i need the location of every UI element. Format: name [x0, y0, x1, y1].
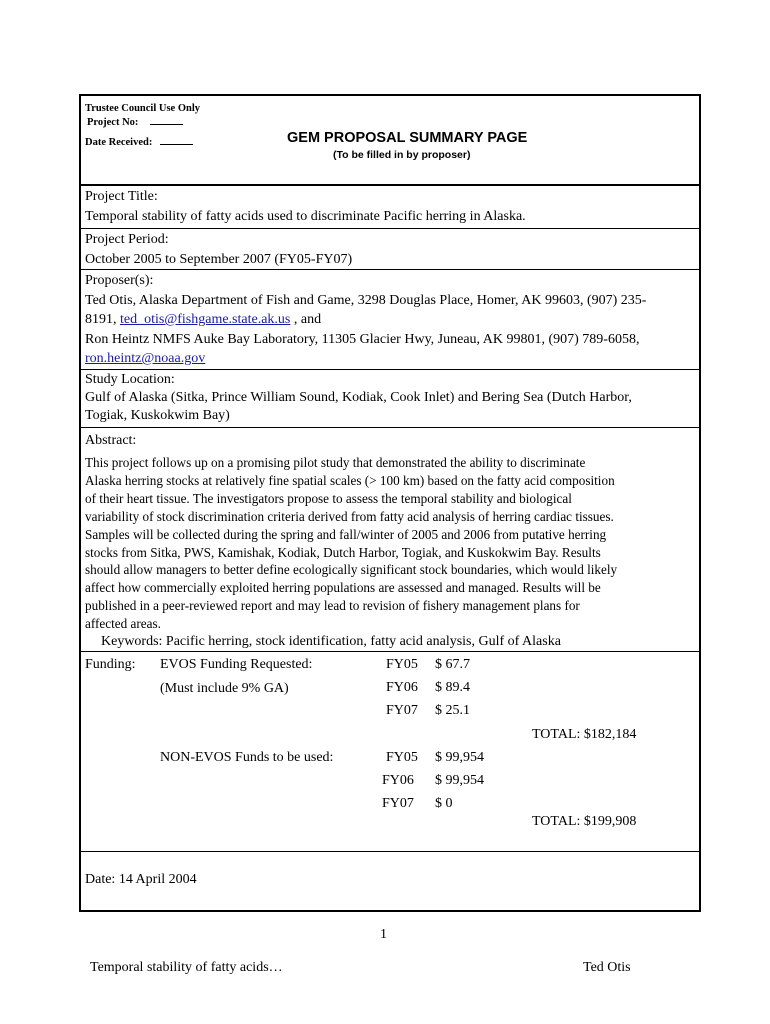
evos-fy: FY06 — [386, 680, 418, 695]
header-section — [81, 96, 699, 186]
abstract-line: variability of stock discrimination criteria derived from fatty acid analysis of herring cardiac tissues. — [85, 508, 614, 524]
evos-label: EVOS Funding Requested: — [160, 657, 313, 672]
non-evos-amount: $ 99,954 — [435, 773, 484, 788]
proposers-section — [81, 270, 699, 370]
project-no-line — [85, 115, 200, 129]
proposer-and: , and — [290, 312, 322, 327]
evos-fy: FY05 — [386, 657, 418, 672]
study-location-label: Study Location: — [85, 372, 175, 387]
proposer-line-1: Ted Otis, Alaska Department of Fish and Game, 3298 Douglas Place, Homer, AK 99603, (907) 235- — [85, 292, 647, 308]
trustee-title: Trustee Council Use Only — [85, 103, 201, 114]
evos-total: TOTAL: $182,184 — [532, 727, 637, 742]
date-received-blank — [160, 135, 193, 145]
proposer-line-2 — [85, 310, 693, 330]
non-evos-amount: $ 99,954 — [435, 750, 484, 765]
footer-right: Ted Otis — [583, 960, 631, 975]
non-evos-fy: FY06 — [382, 773, 414, 788]
abstract-line: This project follows up on a promising pilot study that demonstrated the ability to discriminate — [85, 455, 586, 470]
summary-form — [79, 94, 701, 912]
abstract-line: stocks from Sitka, PWS, Kamishak, Kodiak, Dutch Harbor, Togiak, and Kuskokwim Bay. Results — [85, 544, 601, 560]
evos-fy: FY07 — [386, 703, 418, 718]
abstract-line: published in a peer-reviewed report and may lead to revision of fishery management plans for — [85, 598, 580, 614]
abstract-line: Samples will be collected during the spring and fall/winter of 2005 and 2006 from putative herring — [85, 526, 607, 542]
non-evos-fy: FY07 — [382, 796, 414, 811]
abstract-line: should allow managers to better define ecologically significant stock boundaries, which would likely — [85, 562, 618, 578]
project-period-section — [81, 229, 699, 270]
non-evos-label: NON-EVOS Funds to be used: — [160, 750, 334, 765]
footer-left: Temporal stability of fatty acids… — [90, 960, 283, 975]
study-location-line-1: Gulf of Alaska (Sitka, Prince William Sound, Kodiak, Cook Inlet) and Bering Sea (Dutch Harbor, — [85, 390, 632, 405]
non-evos-fy: FY05 — [386, 750, 418, 765]
proposer-line-3: Ron Heintz NMFS Auke Bay Laboratory, 11305 Glacier Hwy, Juneau, AK 99801, (907) 789-6058, — [85, 331, 640, 347]
abstract-section — [81, 428, 699, 652]
proposers-label: Proposer(s): — [85, 273, 154, 288]
email-link-ron-heintz[interactable]: ron.heintz@noaa.gov — [85, 351, 206, 366]
non-evos-total: TOTAL: $199,908 — [532, 814, 637, 829]
abstract-line: affected areas. — [85, 616, 161, 632]
study-location-section — [81, 370, 699, 428]
page-title: GEM PROPOSAL SUMMARY PAGE — [287, 130, 528, 146]
trustee-council-box — [85, 102, 200, 149]
funding-section — [81, 652, 699, 852]
evos-amount: $ 67.7 — [435, 657, 470, 672]
abstract-line: of their heart tissue. The investigators propose to assess the temporal stability and biological — [85, 490, 572, 506]
abstract-keywords: Keywords: Pacific herring, stock identification, fatty acid analysis, Gulf of Alaska — [101, 634, 561, 650]
evos-note: (Must include 9% GA) — [160, 681, 289, 696]
project-title-label: Project Title: — [85, 189, 158, 204]
project-no-label: Project No: — [87, 117, 139, 128]
project-title-value: Temporal stability of fatty acids used to discriminate Pacific herring in Alaska. — [85, 208, 526, 224]
evos-amount: $ 25.1 — [435, 703, 470, 718]
abstract-label: Abstract: — [85, 433, 137, 448]
date-received-line — [85, 135, 200, 149]
page-subtitle: (To be filled in by proposer) — [333, 149, 471, 161]
evos-amount: $ 89.4 — [435, 680, 470, 695]
abstract-line: affect how commercially exploited herring populations are assessed and managed. Results will be — [85, 580, 601, 596]
project-period-value: October 2005 to September 2007 (FY05-FY07) — [85, 251, 353, 267]
date-received-label: Date Received: — [85, 137, 153, 148]
funding-label: Funding: — [85, 657, 136, 672]
project-period-label: Project Period: — [85, 232, 169, 247]
page-number: 1 — [380, 927, 387, 942]
date-section — [81, 852, 699, 910]
project-no-blank — [150, 115, 183, 125]
submission-date: Date: 14 April 2004 — [85, 872, 197, 887]
non-evos-amount: $ 0 — [435, 796, 453, 811]
study-location-line-2: Togiak, Kuskokwim Bay) — [85, 408, 230, 423]
project-title-section — [81, 186, 699, 229]
email-link-ted-otis[interactable]: ted_otis@fishgame.state.ak.us — [120, 312, 291, 327]
abstract-line: Alaska herring stocks at relatively fine spatial scales (> 100 km) based on the fatty acid composition — [85, 472, 615, 488]
proposer-phone-end: 8191, — [85, 312, 120, 327]
